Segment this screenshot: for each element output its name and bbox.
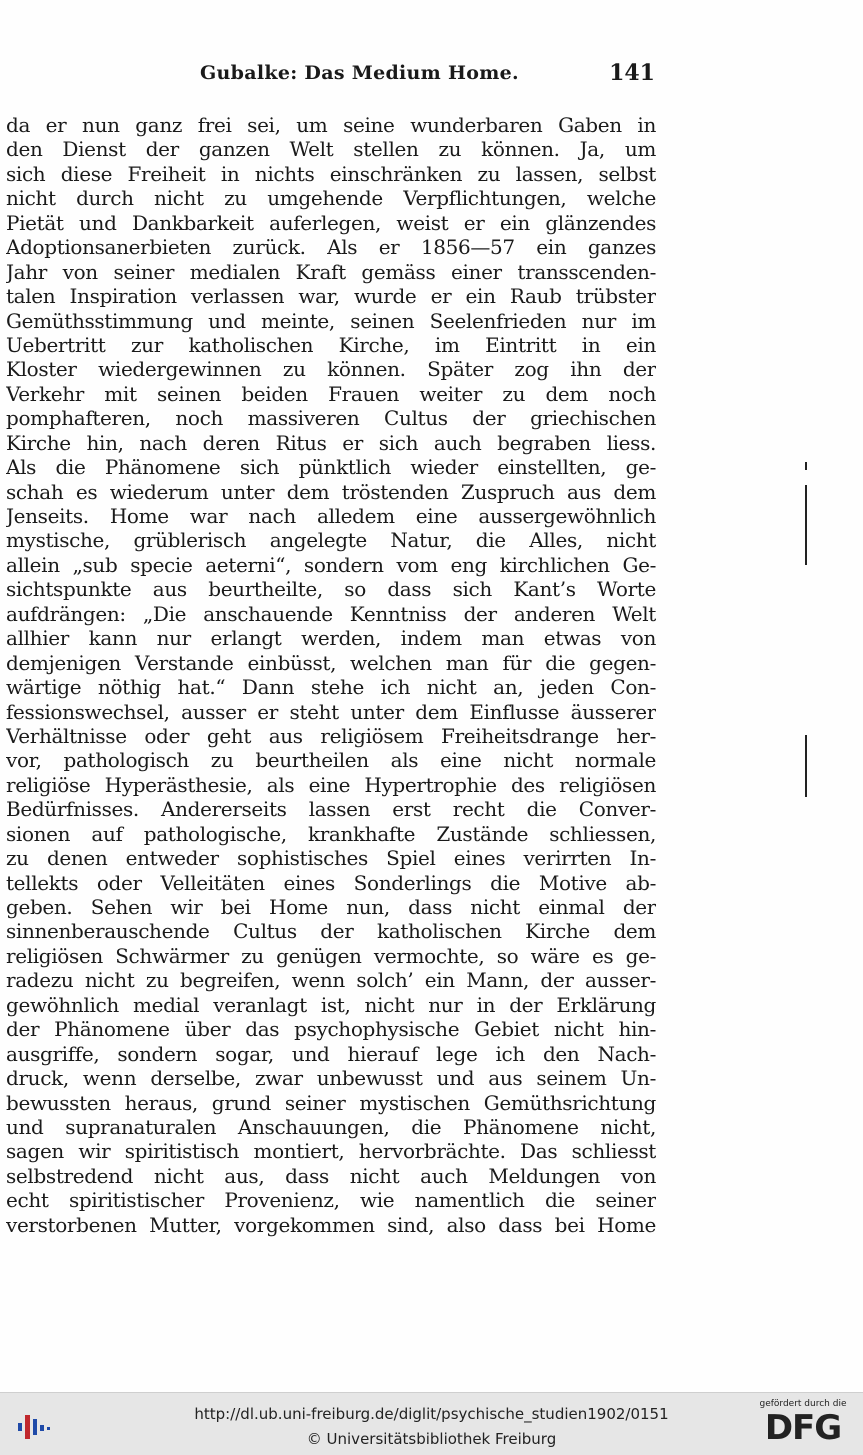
text-line: religiöse Hyperästhesie, als eine Hypertrophie des religiösen (6, 772, 656, 797)
text-line: und supranaturalen Anschauungen, die Phänomene nicht, (6, 1114, 656, 1139)
page-number: 141 (609, 60, 655, 86)
dfg-mark: DFG (764, 1408, 842, 1448)
text-line: vor, pathologisch zu beurtheilen als eine nicht normale (6, 748, 656, 773)
text-line: zu denen entweder sophistisches Spiel eines verirrten In- (6, 846, 656, 871)
text-line: Gemüthsstimmung und meinte, seinen Seelenfrieden nur im (6, 308, 656, 333)
text-line: geben. Sehen wir bei Home nun, dass nicht einmal der (6, 895, 656, 919)
text-line: religiösen Schwärmer zu genügen vermochte, so wäre es ge- (6, 943, 656, 968)
text-line: Jahr von seiner medialen Kraft gemäss einer transscenden- (6, 259, 656, 284)
text-line: fessionswechsel, ausser er steht unter dem Einflusse äusserer (6, 699, 656, 724)
running-title: Gubalke: Das Medium Home. (200, 62, 519, 84)
text-line: da er nun ganz frei sei, um seine wunderbaren Gaben in (6, 113, 656, 137)
text-line: Kloster wiedergewinnen zu können. Später zog ihn der (6, 357, 656, 382)
text-line: pomphafteren, noch massiveren Cultus der griechischen (6, 406, 656, 431)
dfg-logo (753, 1399, 853, 1451)
footer-bar (0, 1392, 863, 1455)
text-line: wärtige nöthig hat.“ Dann stehe ich nicht an, jeden Con- (6, 675, 656, 700)
text-line: allhier kann nur erlangt werden, indem man etwas von (6, 626, 656, 651)
text-line: nicht durch nicht zu umgehende Verpflichtungen, welche (6, 186, 656, 211)
page-header (0, 60, 655, 90)
text-line: den Dienst der ganzen Welt stellen zu können. Ja, um (6, 137, 656, 162)
text-line: selbstredend nicht aus, dass nicht auch Meldungen von (6, 1163, 656, 1188)
text-line: Als die Phänomene sich pünktlich wieder einstellten, ge- (6, 455, 656, 480)
text-line: mystische, grüblerisch angelegte Natur, die Alles, nicht (6, 528, 656, 553)
text-line: tellekts oder Velleitäten eines Sonderlings die Motive ab- (6, 870, 656, 895)
text-line: echt spiritistischer Provenienz, wie namentlich die seiner (6, 1188, 656, 1213)
text-line: Kirche hin, nach deren Ritus er sich auch begraben liess. (6, 430, 656, 455)
text-line: verstorbenen Mutter, vorgekommen sind, also dass bei Home (6, 1212, 656, 1237)
text-line: schah es wiederum unter dem tröstenden Zuspruch aus dem (6, 479, 656, 504)
text-line: radezu nicht zu begreifen, wenn solch’ ein Mann, der ausser- (6, 968, 656, 993)
text-line: Verhältnisse oder geht aus religiösem Freiheitsdrange her- (6, 723, 656, 748)
text-line: Pietät und Dankbarkeit auferlegen, weist er ein glänzendes (6, 210, 656, 235)
text-line: aufdrängen: „Die anschauende Kenntniss der anderen Welt (6, 601, 656, 626)
margin-mark (805, 485, 807, 565)
text-line: Jenseits. Home war nach alledem eine aussergewöhnlich (6, 504, 656, 528)
margin-mark (805, 735, 807, 797)
text-line: Bedürfnisses. Andererseits lassen erst recht die Conver- (6, 797, 656, 822)
text-line: sionen auf pathologische, krankhafte Zustände schliessen, (6, 821, 656, 846)
text-line: gewöhnlich medial veranlagt ist, nicht nur in der Erklärung (6, 992, 656, 1017)
source-url-link[interactable]: http://dl.ub.uni-freiburg.de/diglit/psychische_studien1902/0151 (194, 1405, 669, 1423)
text-line: Adoptionsanerbieten zurück. Als er 1856—57 ein ganzes (6, 235, 656, 260)
body-text (6, 113, 656, 1237)
text-line: ausgriffe, sondern sogar, und hierauf lege ich den Nach- (6, 1041, 656, 1066)
text-line: der Phänomene über das psychophysische Gebiet nicht hin- (6, 1017, 656, 1042)
text-line: sagen wir spiritistisch montiert, hervorbrächte. Das schliesst (6, 1139, 656, 1164)
dfg-caption: gefördert durch die (759, 1399, 847, 1409)
text-line: sinnenberauschende Cultus der katholischen Kirche dem (6, 919, 656, 944)
text-line: talen Inspiration verlassen war, wurde er ein Raub trübster (6, 284, 656, 309)
text-line: sichtspunkte aus beurtheilte, so dass sich Kant’s Worte (6, 577, 656, 602)
copyright-text: © Universitätsbibliothek Freiburg (306, 1430, 557, 1448)
text-line: sich diese Freiheit in nichts einschränken zu lassen, selbst (6, 161, 656, 186)
text-line: Verkehr mit seinen beiden Frauen weiter zu dem noch (6, 381, 656, 406)
text-line: Uebertritt zur katholischen Kirche, im Eintritt in ein (6, 332, 656, 357)
margin-mark (805, 462, 807, 470)
text-line: druck, wenn derselbe, zwar unbewusst und aus seinem Un- (6, 1066, 656, 1091)
text-line: demjenigen Verstande einbüsst, welchen man für die gegen- (6, 650, 656, 675)
text-line: allein „sub specie aeterni“, sondern vom eng kirchlichen Ge- (6, 552, 656, 577)
text-line: bewussten heraus, grund seiner mystischen Gemüthsrichtung (6, 1090, 656, 1115)
